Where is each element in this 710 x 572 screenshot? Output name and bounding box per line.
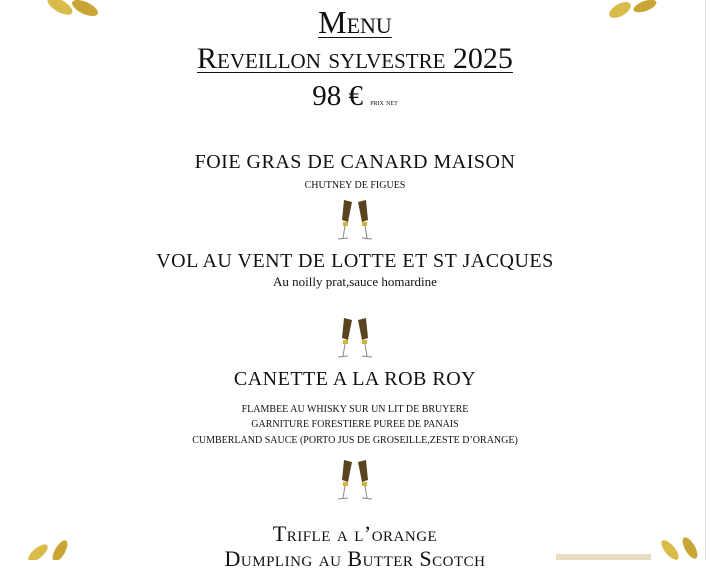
champagne-glasses-icon bbox=[330, 314, 380, 360]
course-name: CANETTE A LA ROB ROY bbox=[233, 368, 477, 390]
course-detail: Au noilly prat,sauce homardine bbox=[273, 274, 437, 289]
menu-price: 98 € prix net bbox=[312, 80, 398, 112]
course-detail: CUMBERLAND SAUCE (PORTO JUS DE GROSEILLE,ZESTE D’ORANGE) bbox=[192, 435, 518, 446]
course-detail: Dumpling au Butter Scotch bbox=[224, 546, 486, 571]
course-name: Trifle a l’orange bbox=[272, 521, 438, 546]
course-detail: CHUTNEY DE FIGUES bbox=[304, 180, 406, 191]
course-name: VOL AU VENT DE LOTTE ET ST JACQUES bbox=[156, 250, 554, 272]
course-detail: GARNITURE FORESTIERE PUREE DE PANAIS bbox=[251, 419, 459, 430]
menu-title: Menu bbox=[318, 4, 392, 40]
champagne-glasses-icon bbox=[330, 196, 380, 242]
course-name: FOIE GRAS DE CANARD MAISON bbox=[194, 151, 516, 173]
menu-subtitle: Reveillon sylvestre 2025 bbox=[197, 42, 513, 75]
champagne-glasses-icon bbox=[330, 456, 380, 502]
course-detail: FLAMBEE AU WHISKY SUR UN LIT DE BRUYERE bbox=[241, 404, 469, 415]
